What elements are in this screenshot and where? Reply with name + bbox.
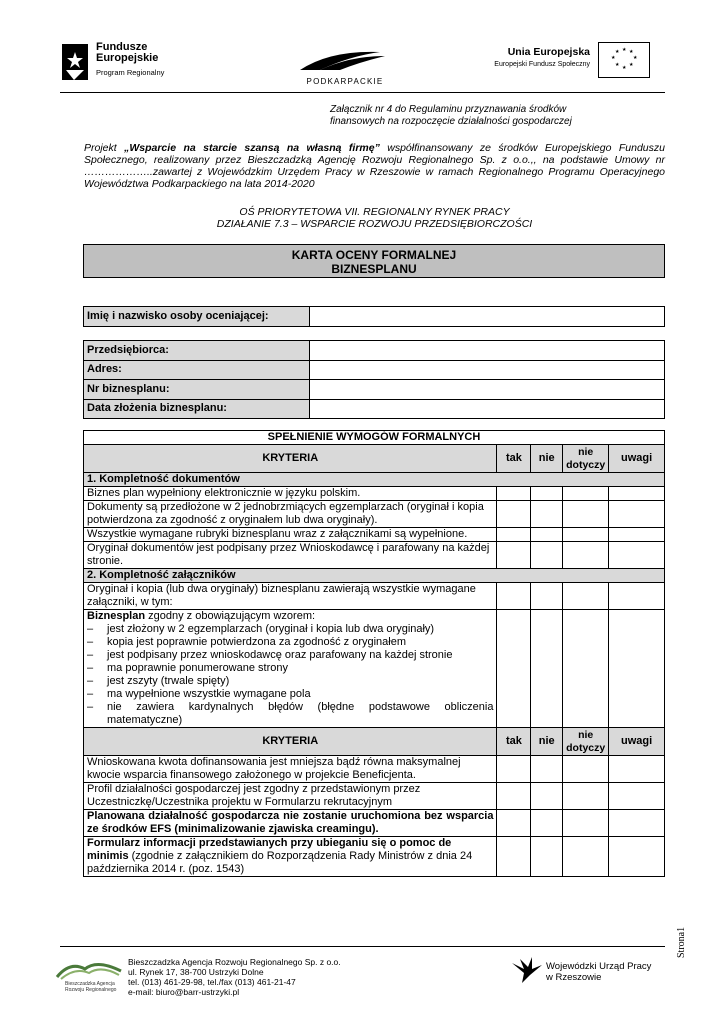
- col-notes-2: uwagi: [609, 728, 665, 756]
- group-attachments: 2. Kompletność załączników: [84, 569, 665, 583]
- wup-line1: Wojewódzki Urząd Pracy: [546, 961, 652, 972]
- project-description: [84, 142, 665, 190]
- podkarpackie-wave-icon: [290, 46, 400, 74]
- criterion-businessplan: [84, 610, 497, 728]
- annex-prefix: Załącznik nr 4 do: [330, 104, 407, 115]
- cell-yes[interactable]: [497, 837, 531, 877]
- page-header: [0, 30, 725, 92]
- addr-line: e-mail: biuro@barr-ustrzyki.pl: [128, 987, 240, 997]
- project-title: „Wsparcie na starcie szansą na własną firmę”: [124, 142, 380, 154]
- cell-notes[interactable]: [609, 487, 665, 501]
- list-item: – ma wypełnione wszystkie wymagane pola: [87, 688, 493, 701]
- section-title: SPEŁNIENIE WYMOGÓW FORMALNYCH: [84, 431, 665, 445]
- list-item: – ma poprawnie ponumerowane strony: [87, 662, 493, 675]
- table-row: [84, 837, 665, 877]
- axis-line2: DZIAŁANIE 7.3 – WSPARCIE ROZWOJU PRZEDSIĘBIORCZOŚCI: [216, 218, 533, 230]
- cell-no[interactable]: [531, 501, 563, 528]
- cell-na[interactable]: [563, 756, 609, 783]
- evaluator-label: Imię i nazwisko osoby oceniającej:: [84, 307, 310, 327]
- cell-yes[interactable]: [497, 810, 531, 837]
- cell-no[interactable]: [531, 756, 563, 783]
- ue-line1: Unia Europejska: [507, 46, 590, 58]
- fe-line2: Europejskie: [96, 52, 159, 64]
- info-label-bp-number: Nr biznesplanu:: [84, 380, 310, 400]
- cell-na[interactable]: [563, 542, 609, 569]
- cell-na[interactable]: [563, 810, 609, 837]
- axis-line1: OŚ PRIORYTETOWA VII. REGIONALNY RYNEK PRACY: [239, 206, 510, 218]
- col-yes-2: tak: [497, 728, 531, 756]
- criterion: Biznes plan wypełniony elektronicznie w języku polskim.: [84, 487, 497, 501]
- cell-yes[interactable]: [497, 542, 531, 569]
- de-minimis-bold: Formularz informacji przedstawianych przy ubieganiu się o pomoc de minimis: [87, 837, 452, 862]
- page-number-text: Strona1: [676, 926, 687, 958]
- addr-line: Bieszczadzka Agencja Rozwoju Regionalnego Sp. z o.o.: [128, 957, 341, 967]
- table-row: [84, 810, 665, 837]
- cell-na[interactable]: [563, 487, 609, 501]
- svg-text:★: ★: [615, 62, 620, 68]
- cell-na[interactable]: [563, 501, 609, 528]
- ue-logo: [490, 42, 660, 82]
- project-p1: Projekt: [84, 142, 125, 154]
- cell-no[interactable]: [531, 487, 563, 501]
- group-documents: 1. Kompletność dokumentów: [84, 473, 665, 487]
- cell-notes[interactable]: [609, 756, 665, 783]
- criterion: Wnioskowana kwota dofinansowania jest mniejsza bądź równa maksymalnej kwocie wsparcia finansowego założonego w projekcie Beneficjenta.: [84, 756, 497, 783]
- criterion: Dokumenty są przedłożone w 2 jednobrzmiących egzemplarzach (oryginał i kopia potwierdzona za zgodność z oryginałem lub dwa oryginały).: [84, 501, 497, 528]
- table-row: [84, 542, 665, 569]
- cell-yes[interactable]: [497, 583, 531, 610]
- table-row: [84, 528, 665, 542]
- project-p2: współfinansowany ze środków Europejskiego Funduszu Społecznego, realizowany przez Bieszczadzką Agencję Rozwoju Regionalnego Sp. z o.o.,, na podstawie Umowy nr ………………..zawartej z Wojewódzkim Urzędem Pracy w Rzeszowie w ramach Regionalnego Programu Operacyjnego Województwa Podkarpackiego na lata 2014-2020: [84, 142, 665, 190]
- criterion: Oryginał dokumentów jest podpisany przez Wnioskodawcę i parafowany na każdej stronie.: [84, 542, 497, 569]
- fundusze-europejskie-logo: [60, 40, 190, 86]
- list-item: – kopia jest poprawnie potwierdzona za zgodność z oryginałem: [87, 636, 493, 649]
- svg-text:★: ★: [611, 55, 616, 61]
- bp-rest: zgodny z obowiązującym wzorem:: [145, 610, 316, 622]
- table-row: [84, 783, 665, 810]
- evaluator-table: [83, 306, 665, 327]
- cell-no[interactable]: [531, 837, 563, 877]
- cell-yes[interactable]: [497, 756, 531, 783]
- eu-flag-icon: [598, 42, 650, 78]
- footer-address: [128, 957, 341, 997]
- table-row: [84, 501, 665, 528]
- list-item: – jest podpisany przez wnioskodawcę oraz parafowany na każdej stronie: [87, 649, 493, 662]
- cell-no[interactable]: [531, 542, 563, 569]
- ue-line2: Europejski Fundusz Społeczny: [494, 61, 590, 68]
- table-row: [84, 583, 665, 610]
- addr-line: tel. (013) 461-29-98, tel./fax (013) 461-21-47: [128, 977, 296, 987]
- cell-na[interactable]: [563, 783, 609, 810]
- entrepreneur-info-table: [83, 340, 665, 419]
- col-no-2: nie: [531, 728, 563, 756]
- criterion: Oryginał i kopia (lub dwa oryginały) biznesplanu zawierają wszystkie wymagane załączniki, w tym:: [84, 583, 497, 610]
- podkarpackie-name: PODKARPACKIE: [306, 77, 384, 86]
- cell-notes[interactable]: [609, 837, 665, 877]
- evaluator-field[interactable]: [310, 307, 665, 327]
- cell-na[interactable]: [563, 528, 609, 542]
- cell-na[interactable]: [563, 583, 609, 610]
- cell-yes[interactable]: [497, 610, 531, 728]
- cell-notes[interactable]: [609, 610, 665, 728]
- info-field-submission-date[interactable]: [310, 399, 665, 419]
- svg-text:★: ★: [629, 62, 634, 68]
- svg-text:★: ★: [622, 65, 627, 71]
- cell-na[interactable]: [563, 610, 609, 728]
- cell-yes[interactable]: [497, 783, 531, 810]
- cell-no[interactable]: [531, 783, 563, 810]
- col-criteria: KRYTERIA: [84, 445, 497, 473]
- table-row: [84, 487, 665, 501]
- info-label-address: Adres:: [84, 360, 310, 380]
- cell-yes[interactable]: [497, 487, 531, 501]
- list-item: – jest złożony w 2 egzemplarzach (oryginał i kopia lub dwa oryginały): [87, 623, 493, 636]
- barr-logo-caption: Bieszczadzka Agencja Rozwoju Regionalnego: [65, 981, 117, 993]
- svg-text:★: ★: [629, 49, 634, 55]
- col-no: nie: [531, 445, 563, 473]
- priority-axis: [84, 206, 665, 230]
- mountains-icon: [55, 955, 125, 981]
- title-line1: KARTA OCENY FORMALNEJ: [291, 248, 457, 262]
- criterion-de-minimis: [84, 837, 497, 877]
- info-field-address[interactable]: [310, 360, 665, 380]
- cell-notes[interactable]: [609, 501, 665, 528]
- formal-requirements-table: [83, 430, 665, 877]
- svg-text:★: ★: [615, 49, 620, 55]
- annex-rest: Regulaminu przyznawania środków finansowych na rozpoczęcie działalności gospodarczej: [330, 104, 572, 127]
- criterion-creaming: Planowana działalność gospodarcza nie zostanie uruchomiona bez wsparcia ze środków EFS (minimalizowanie zjawiska creamingu).: [84, 810, 497, 837]
- bp-requirements-list: [87, 623, 493, 727]
- cell-no[interactable]: [531, 810, 563, 837]
- cell-yes[interactable]: [497, 528, 531, 542]
- svg-text:★: ★: [633, 55, 638, 61]
- cell-no[interactable]: [531, 610, 563, 728]
- wup-line2: w Rzeszowie: [546, 972, 602, 983]
- cell-no[interactable]: [531, 528, 563, 542]
- svg-text:★: ★: [622, 47, 627, 53]
- page-number: [676, 900, 690, 960]
- col-na-2: nie dotyczy: [563, 728, 609, 756]
- list-item: – nie zawiera kardynalnych błędów (błędne podstawowe obliczenia matematyczne): [87, 701, 493, 727]
- title-line2: BIZNESPLANU: [331, 262, 417, 276]
- criterion: Profil działalności gospodarczej jest zgodny z przedstawionym przez Uczestniczkę/Uczestnika projektu w Formularzu rekrutacyjnym: [84, 783, 497, 810]
- cell-notes[interactable]: [609, 783, 665, 810]
- info-field-entrepreneur[interactable]: [310, 341, 665, 361]
- header-divider: [60, 92, 665, 93]
- info-field-bp-number[interactable]: [310, 380, 665, 400]
- document-title: [83, 244, 665, 278]
- col-yes: tak: [497, 445, 531, 473]
- wup-logo: [510, 955, 670, 991]
- bp-bold: Biznesplan: [87, 610, 146, 622]
- table-row: [84, 756, 665, 783]
- de-minimis-rest: (zgodnie z załącznikiem do Rozporządzenia Rady Ministrów z dnia 24 października 2014 r. (poz. 1543): [87, 850, 473, 875]
- col-criteria-2: KRYTERIA: [84, 728, 497, 756]
- col-notes: uwagi: [609, 445, 665, 473]
- footer-divider: [60, 946, 665, 947]
- cell-notes[interactable]: [609, 810, 665, 837]
- criterion: Wszystkie wymagane rubryki biznesplanu wraz z załącznikami są wypełnione.: [84, 528, 497, 542]
- info-label-entrepreneur: Przedsiębiorca:: [84, 341, 310, 361]
- fe-star-icon: [60, 40, 92, 84]
- cell-notes[interactable]: [609, 528, 665, 542]
- cell-notes[interactable]: [609, 583, 665, 610]
- cell-yes[interactable]: [497, 501, 531, 528]
- annex-note: [330, 104, 620, 128]
- col-na: nie dotyczy: [563, 445, 609, 473]
- list-item: – jest zszyty (trwale spięty): [87, 675, 493, 688]
- addr-line: ul. Rynek 17, 38-700 Ustrzyki Dolne: [128, 967, 264, 977]
- barr-logo: [55, 955, 125, 1000]
- podkarpackie-logo: [290, 46, 400, 86]
- fe-line1: Fundusze: [96, 41, 148, 53]
- fe-line3: Program Regionalny: [96, 68, 165, 77]
- table-row: [84, 610, 665, 728]
- cell-na[interactable]: [563, 837, 609, 877]
- cell-no[interactable]: [531, 583, 563, 610]
- wup-bird-icon: [510, 955, 544, 985]
- info-label-submission-date: Data złożenia biznesplanu:: [84, 399, 310, 419]
- cell-notes[interactable]: [609, 542, 665, 569]
